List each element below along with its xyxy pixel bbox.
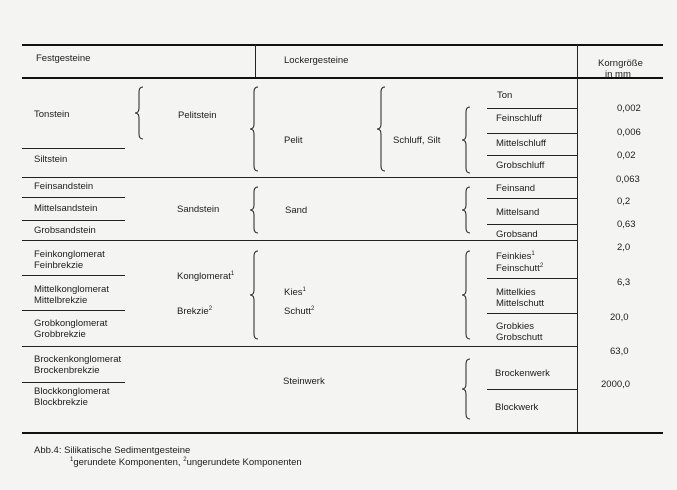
brace-icon (461, 186, 471, 234)
size-value: 0,2 (617, 196, 631, 207)
brace-icon (249, 186, 259, 234)
sub-rule (22, 220, 125, 221)
sub-rule (22, 197, 125, 198)
size-value: 2,0 (617, 242, 631, 253)
sub-rule (22, 310, 125, 311)
row-rule-kies-steinwerk (22, 346, 577, 347)
rock-siltstein: Siltstein (34, 154, 68, 165)
fraction-mittelschutt: Mittelschutt (496, 298, 545, 309)
loose-kies: Kies$^1$ (284, 286, 306, 298)
size-value: 0,006 (617, 127, 641, 138)
rock-mittelsandstein: Mittelsandstein (34, 203, 98, 214)
header-korngroesse: Korngröße (598, 58, 643, 69)
group-konglomerat: Konglomerat$^1$ (177, 270, 235, 282)
sub-rule (487, 133, 577, 134)
fraction-mittelschluff: Mittelschluff (496, 138, 546, 149)
loose-sand: Sand (285, 205, 308, 216)
sub-rule (487, 198, 577, 199)
fraction-grobschutt: Grobschutt (496, 332, 543, 343)
rock-grobsandstein: Grobsandstein (34, 225, 96, 236)
loose-schluff-silt: Schluff, Silt (393, 135, 441, 146)
rock-feinkonglomerat: Feinkonglomerat (34, 249, 105, 260)
sub-rule (487, 313, 577, 314)
col-rule-fest-locker (255, 44, 256, 77)
loose-schutt: Schutt$^2$ (284, 305, 315, 317)
loose-steinwerk: Steinwerk (283, 376, 325, 387)
brace-icon (461, 106, 471, 174)
fraction-mittelkies: Mittelkies (496, 287, 536, 298)
rock-brockenbrekzie: Brockenbrekzie (34, 365, 100, 376)
brace-icon (249, 250, 259, 340)
size-value: 0,002 (617, 103, 641, 114)
loose-pelit: Pelit (284, 135, 303, 146)
size-value: 0,02 (617, 150, 636, 161)
group-pelitstein: Pelitstein (178, 110, 217, 121)
fraction-feinschutt: Feinschutt$^2$ (496, 262, 544, 274)
brace-icon (249, 86, 259, 172)
fraction-feinschluff: Feinschluff (496, 113, 542, 124)
rock-grobbrekzie: Grobbrekzie (34, 329, 86, 340)
row-rule-pelit-sand (22, 177, 577, 178)
fraction-ton: Ton (497, 90, 513, 101)
sub-rule (22, 382, 125, 383)
fraction-blockwerk: Blockwerk (495, 402, 539, 413)
rock-tonstein: Tonstein (34, 109, 70, 120)
fraction-feinsand: Feinsand (496, 183, 536, 194)
brace-icon (134, 86, 144, 140)
header-bottom-rule (22, 77, 663, 79)
size-value: 63,0 (610, 346, 629, 357)
rock-feinsandstein: Feinsandstein (34, 181, 94, 192)
brace-icon (461, 250, 471, 340)
rock-blockkonglomerat: Blockkonglomerat (34, 386, 110, 397)
rock-brockenkonglomerat: Brockenkonglomerat (34, 354, 122, 365)
table-bottom-rule (22, 432, 663, 434)
header-lockergesteine: Lockergesteine (284, 55, 349, 66)
sub-rule (487, 224, 577, 225)
fraction-brockenwerk: Brockenwerk (495, 368, 550, 379)
sub-rule (22, 148, 125, 149)
sub-rule (487, 389, 577, 390)
rock-mittelbrekzie: Mittelbrekzie (34, 295, 88, 306)
table-top-rule (22, 44, 663, 46)
fraction-feinkies: Feinkies$^1$ (496, 250, 535, 262)
figure-caption-footnotes: $^1$gerundete Komponenten, $^2$ungerundete Komponenten (70, 456, 302, 468)
header-festgesteine: Festgesteine (36, 53, 91, 64)
size-value: 0,063 (616, 174, 640, 185)
group-brekzie: Brekzie$^2$ (177, 305, 213, 317)
fraction-grobkies: Grobkies (496, 321, 535, 332)
col-rule-korngroesse (577, 44, 578, 432)
brace-icon (376, 86, 386, 172)
fraction-mittelsand: Mittelsand (496, 207, 540, 218)
sub-rule (487, 155, 577, 156)
row-rule-sand-kies (22, 240, 577, 241)
size-value: 0,63 (617, 219, 636, 230)
sub-rule (487, 278, 577, 279)
rock-blockbrekzie: Blockbrekzie (34, 397, 88, 408)
header-korngroesse-unit: in mm (605, 69, 631, 80)
size-value: 2000,0 (601, 379, 631, 390)
brace-icon (461, 358, 471, 420)
rock-mittelkonglomerat: Mittelkonglomerat (34, 284, 109, 295)
sub-rule (487, 108, 577, 109)
fraction-grobsand: Grobsand (496, 229, 538, 240)
fraction-grobschluff: Grobschluff (496, 160, 545, 171)
sub-rule (22, 275, 125, 276)
size-value: 20,0 (610, 312, 629, 323)
figure-caption: Abb.4: Silikatische Sedimentgesteine (34, 445, 191, 456)
rock-grobkonglomerat: Grobkonglomerat (34, 318, 108, 329)
size-value: 6,3 (617, 277, 631, 288)
group-sandstein: Sandstein (177, 204, 220, 215)
rock-feinbrekzie: Feinbrekzie (34, 260, 84, 271)
